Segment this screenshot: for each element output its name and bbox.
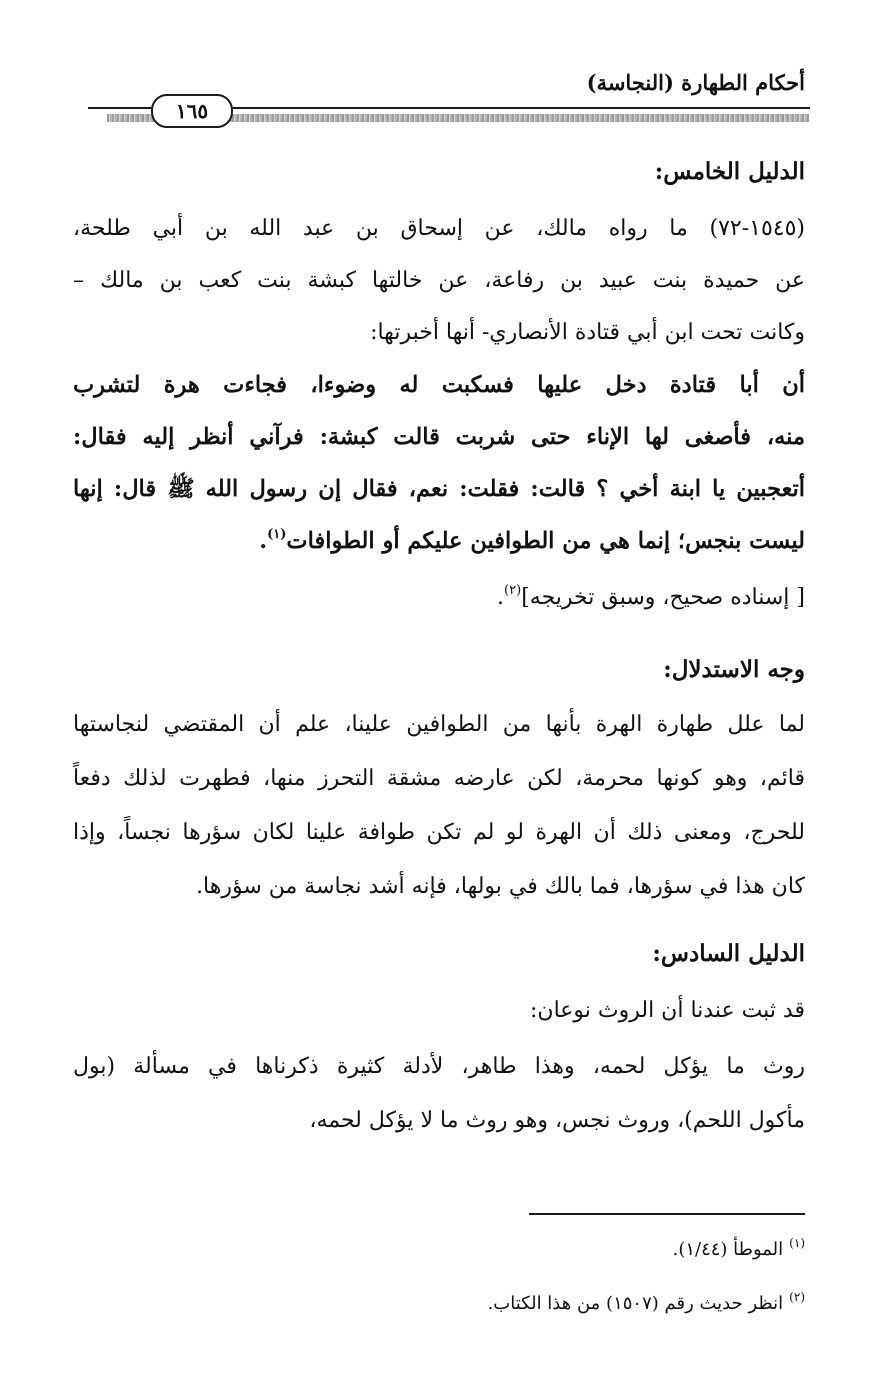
footnote-2-text: انظر حديث رقم (١٥٠٧) من هذا الكتاب. <box>487 1293 784 1314</box>
grading-end-punct: . <box>497 585 505 610</box>
inference-line-2: قائم، وهو كونها محرمة، لكن عارضه مشقة التحرز منها، فطهرت لذلك دفعاً <box>73 766 805 791</box>
hadith-line-4-text: ليست بنجس؛ إنما هي من الطوافين عليكم أو الطوافات <box>286 528 805 554</box>
narration-line-3: وكانت تحت ابن أبي قتادة الأنصاري- أنها أخبرتها: <box>370 320 805 345</box>
footnote-ref-1[interactable]: (١) <box>267 527 287 542</box>
footnote-1 <box>673 1236 805 1260</box>
inference-line-3: للحرج، ومعنى ذلك أن الهرة لو لم تكن طوافة علينا لكان سؤرها نجساً، وإذا <box>73 820 805 845</box>
hadith-line-4 <box>259 528 805 554</box>
heading-inference: وجه الاستدلال: <box>663 656 805 683</box>
inference-line-4: كان هذا في سؤرها، فما بالك في بولها، فإنه أشد نجاسة من سؤرها. <box>196 874 805 899</box>
sixth-line-3: مأكول اللحم)، وروث نجس، وهو روث ما لا يؤكل لحمه، <box>309 1108 805 1133</box>
narration-line-1: (١٥٤٥-٧٢) ما رواه مالك، عن إسحاق بن عبد الله بن أبي طلحة، <box>73 216 805 241</box>
footnote-2 <box>488 1290 805 1314</box>
heading-fifth-evidence: الدليل الخامس: <box>654 158 805 185</box>
sixth-line-1: قد ثبت عندنا أن الروث نوعان: <box>530 998 805 1023</box>
running-title: أحكام الطهارة (النجاسة) <box>586 70 805 95</box>
hadith-end-punct: . <box>259 528 268 554</box>
footnote-2-marker: (٢) <box>789 1290 805 1304</box>
grading-text: [ إسناده صحيح، وسبق تخريجه] <box>521 585 805 610</box>
footnote-ref-2[interactable]: (٢) <box>504 583 522 598</box>
hadith-line-1: أن أبا قتادة دخل عليها فسكبت له وضوءا، فجاءت هرة لتشرب <box>73 372 806 398</box>
heading-sixth-evidence: الدليل السادس: <box>652 940 805 967</box>
footnote-1-marker: (١) <box>789 1236 805 1250</box>
sixth-line-2: روث ما يؤكل لحمه، وهذا طاهر، لأدلة كثيرة ذكرناها في مسألة (بول <box>73 1054 805 1079</box>
page-number: ١٦٥ <box>151 94 233 128</box>
narration-line-2: عن حميدة بنت عبيد بن رفاعة، عن خالتها كبشة بنت كعب بن مالك – <box>73 268 805 293</box>
inference-line-1: لما علل طهارة الهرة بأنها من الطوافين علينا، علم أن المقتضي لنجاستها <box>73 712 805 737</box>
hadith-line-2: منه، فأصغى لها الإناء حتى شربت قالت كبشة: فرآني أنظر إليه فقال: <box>73 424 805 450</box>
footnote-separator <box>529 1213 805 1215</box>
hadith-line-3: أتعجبين يا ابنة أخي ؟ قالت: فقلت: نعم، فقال إن رسول الله ﷺ قال: إنها <box>73 476 805 502</box>
footnote-1-text: الموطأ (١/٤٤). <box>672 1239 784 1260</box>
grading-line <box>497 585 805 610</box>
